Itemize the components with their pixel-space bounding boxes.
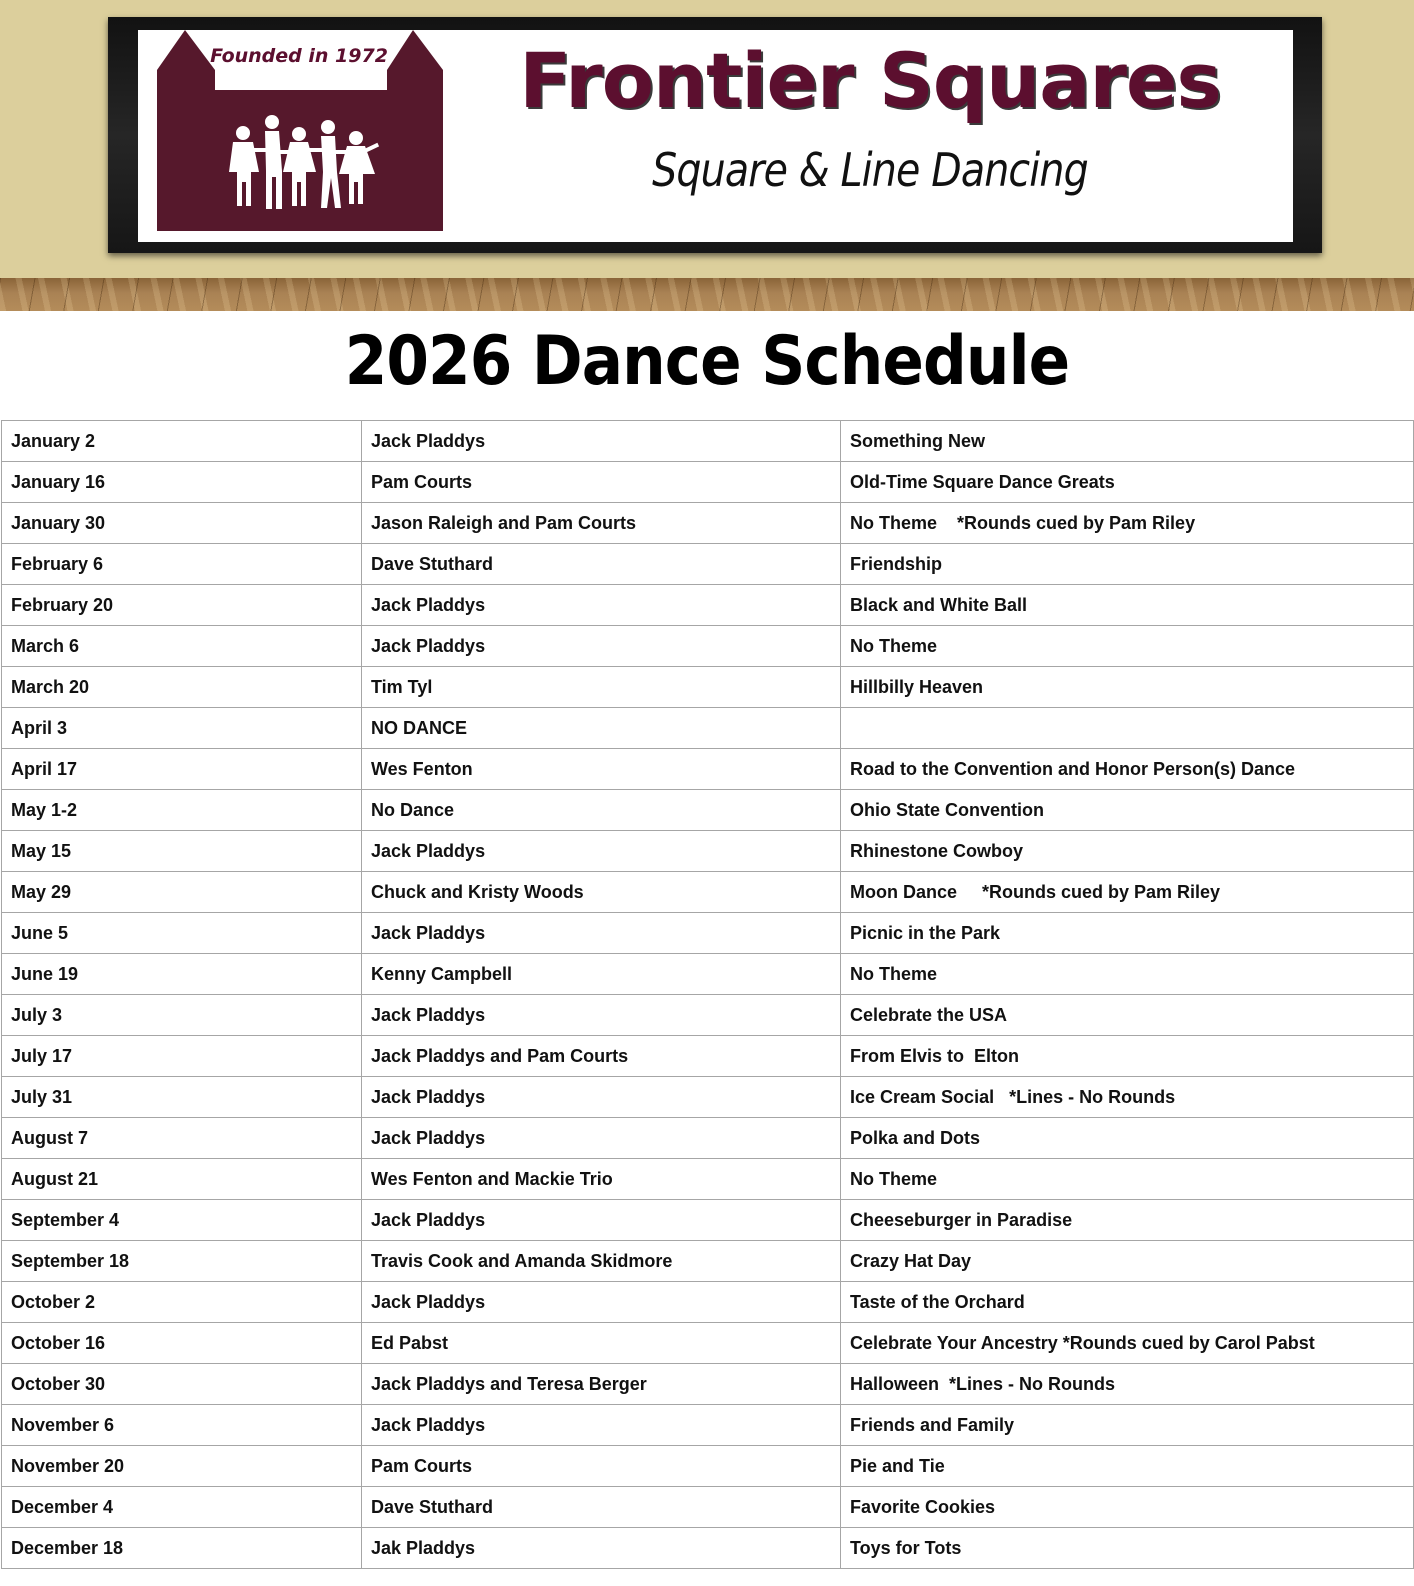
table-row (2, 1241, 1414, 1282)
theme-cell: Hillbilly Heaven (841, 667, 1414, 708)
table-row (2, 1487, 1414, 1528)
date-cell: August 21 (2, 1159, 362, 1200)
caller-cell: Wes Fenton and Mackie Trio (362, 1159, 841, 1200)
caller-cell: Jack Pladdys (362, 1405, 841, 1446)
table-row (2, 954, 1414, 995)
date-cell: May 1-2 (2, 790, 362, 831)
theme-cell: Halloween *Lines - No Rounds (841, 1364, 1414, 1405)
table-row (2, 1200, 1414, 1241)
date-cell: June 19 (2, 954, 362, 995)
theme-cell: Crazy Hat Day (841, 1241, 1414, 1282)
caller-cell: Kenny Campbell (362, 954, 841, 995)
table-row (2, 421, 1414, 462)
caller-cell: Chuck and Kristy Woods (362, 872, 841, 913)
theme-cell: No Theme (841, 1159, 1414, 1200)
theme-cell: Polka and Dots (841, 1118, 1414, 1159)
date-cell: October 2 (2, 1282, 362, 1323)
theme-cell: Celebrate the USA (841, 995, 1414, 1036)
theme-cell: No Theme (841, 626, 1414, 667)
svg-text:Founded in 1972: Founded in 1972 (210, 45, 388, 67)
table-row (2, 790, 1414, 831)
caller-cell: Dave Stuthard (362, 1487, 841, 1528)
table-row (2, 1036, 1414, 1077)
page-title: 2026 Dance Schedule (344, 322, 1070, 401)
theme-cell: Taste of the Orchard (841, 1282, 1414, 1323)
theme-cell: From Elvis to Elton (841, 1036, 1414, 1077)
caller-cell: Ed Pabst (362, 1323, 841, 1364)
table-row (2, 503, 1414, 544)
theme-cell: No Theme *Rounds cued by Pam Riley (841, 503, 1414, 544)
date-cell: March 6 (2, 626, 362, 667)
table-row (2, 1118, 1414, 1159)
caller-cell: Pam Courts (362, 462, 841, 503)
theme-cell: Friends and Family (841, 1405, 1414, 1446)
date-cell: June 5 (2, 913, 362, 954)
date-cell: March 20 (2, 667, 362, 708)
theme-cell: Favorite Cookies (841, 1487, 1414, 1528)
theme-cell: Toys for Tots (841, 1528, 1414, 1569)
table-row (2, 585, 1414, 626)
theme-cell: No Theme (841, 954, 1414, 995)
theme-cell: Ice Cream Social *Lines - No Rounds (841, 1077, 1414, 1118)
date-cell: July 3 (2, 995, 362, 1036)
date-cell: August 7 (2, 1118, 362, 1159)
caller-cell: Jack Pladdys (362, 1200, 841, 1241)
date-cell: July 31 (2, 1077, 362, 1118)
theme-cell (841, 708, 1414, 749)
theme-cell: Celebrate Your Ancestry *Rounds cued by Carol Pabst (841, 1323, 1414, 1364)
theme-cell: Pie and Tie (841, 1446, 1414, 1487)
theme-cell: Rhinestone Cowboy (841, 831, 1414, 872)
date-cell: January 30 (2, 503, 362, 544)
caller-cell: Jack Pladdys and Pam Courts (362, 1036, 841, 1077)
table-row (2, 1159, 1414, 1200)
table-row (2, 1323, 1414, 1364)
table-row (2, 872, 1414, 913)
table-row (2, 995, 1414, 1036)
caller-cell: Jack Pladdys (362, 1282, 841, 1323)
date-cell: July 17 (2, 1036, 362, 1077)
theme-cell: Black and White Ball (841, 585, 1414, 626)
caller-cell: Jack Pladdys (362, 1077, 841, 1118)
table-row (2, 1077, 1414, 1118)
date-cell: January 16 (2, 462, 362, 503)
date-cell: January 2 (2, 421, 362, 462)
schedule-table (1, 420, 1414, 1569)
theme-cell: Road to the Convention and Honor Person(s) Dance (841, 749, 1414, 790)
caller-cell: Jak Pladdys (362, 1528, 841, 1569)
table-row (2, 626, 1414, 667)
caller-cell: Jack Pladdys (362, 585, 841, 626)
table-row (2, 708, 1414, 749)
date-cell: December 4 (2, 1487, 362, 1528)
caller-cell: NO DANCE (362, 708, 841, 749)
date-cell: October 30 (2, 1364, 362, 1405)
table-row (2, 831, 1414, 872)
date-cell: November 6 (2, 1405, 362, 1446)
theme-cell: Old-Time Square Dance Greats (841, 462, 1414, 503)
caller-cell: Jack Pladdys (362, 831, 841, 872)
theme-cell: Picnic in the Park (841, 913, 1414, 954)
wood-floor-decoration (0, 278, 1414, 311)
caller-cell: No Dance (362, 790, 841, 831)
caller-cell: Pam Courts (362, 1446, 841, 1487)
table-row (2, 1364, 1414, 1405)
date-cell: May 29 (2, 872, 362, 913)
date-cell: April 3 (2, 708, 362, 749)
theme-cell: Moon Dance *Rounds cued by Pam Riley (841, 872, 1414, 913)
caller-cell: Tim Tyl (362, 667, 841, 708)
caller-cell: Jack Pladdys (362, 1118, 841, 1159)
caller-cell: Jack Pladdys (362, 421, 841, 462)
table-row (2, 913, 1414, 954)
date-cell: December 18 (2, 1528, 362, 1569)
date-cell: February 20 (2, 585, 362, 626)
date-cell: April 17 (2, 749, 362, 790)
club-tagline: Square & Line Dancing (652, 143, 1088, 197)
club-name: Frontier Squares (519, 36, 1221, 125)
caller-cell: Jack Pladdys (362, 995, 841, 1036)
caller-cell: Jason Raleigh and Pam Courts (362, 503, 841, 544)
schedule-body (2, 421, 1414, 1569)
table-row (2, 1446, 1414, 1487)
theme-cell: Cheeseburger in Paradise (841, 1200, 1414, 1241)
table-row (2, 1405, 1414, 1446)
date-cell: February 6 (2, 544, 362, 585)
caller-cell: Jack Pladdys and Teresa Berger (362, 1364, 841, 1405)
date-cell: September 18 (2, 1241, 362, 1282)
header-banner (0, 0, 1414, 311)
table-row (2, 462, 1414, 503)
theme-cell: Friendship (841, 544, 1414, 585)
caller-cell: Jack Pladdys (362, 913, 841, 954)
table-row (2, 749, 1414, 790)
date-cell: September 4 (2, 1200, 362, 1241)
theme-cell: Ohio State Convention (841, 790, 1414, 831)
caller-cell: Travis Cook and Amanda Skidmore (362, 1241, 841, 1282)
date-cell: October 16 (2, 1323, 362, 1364)
table-row (2, 544, 1414, 585)
table-row (2, 1528, 1414, 1569)
theme-cell: Something New (841, 421, 1414, 462)
caller-cell: Jack Pladdys (362, 626, 841, 667)
date-cell: May 15 (2, 831, 362, 872)
caller-cell: Dave Stuthard (362, 544, 841, 585)
table-row (2, 667, 1414, 708)
table-row (2, 1282, 1414, 1323)
dancers-silhouette-icon (157, 30, 443, 231)
date-cell: November 20 (2, 1446, 362, 1487)
caller-cell: Wes Fenton (362, 749, 841, 790)
